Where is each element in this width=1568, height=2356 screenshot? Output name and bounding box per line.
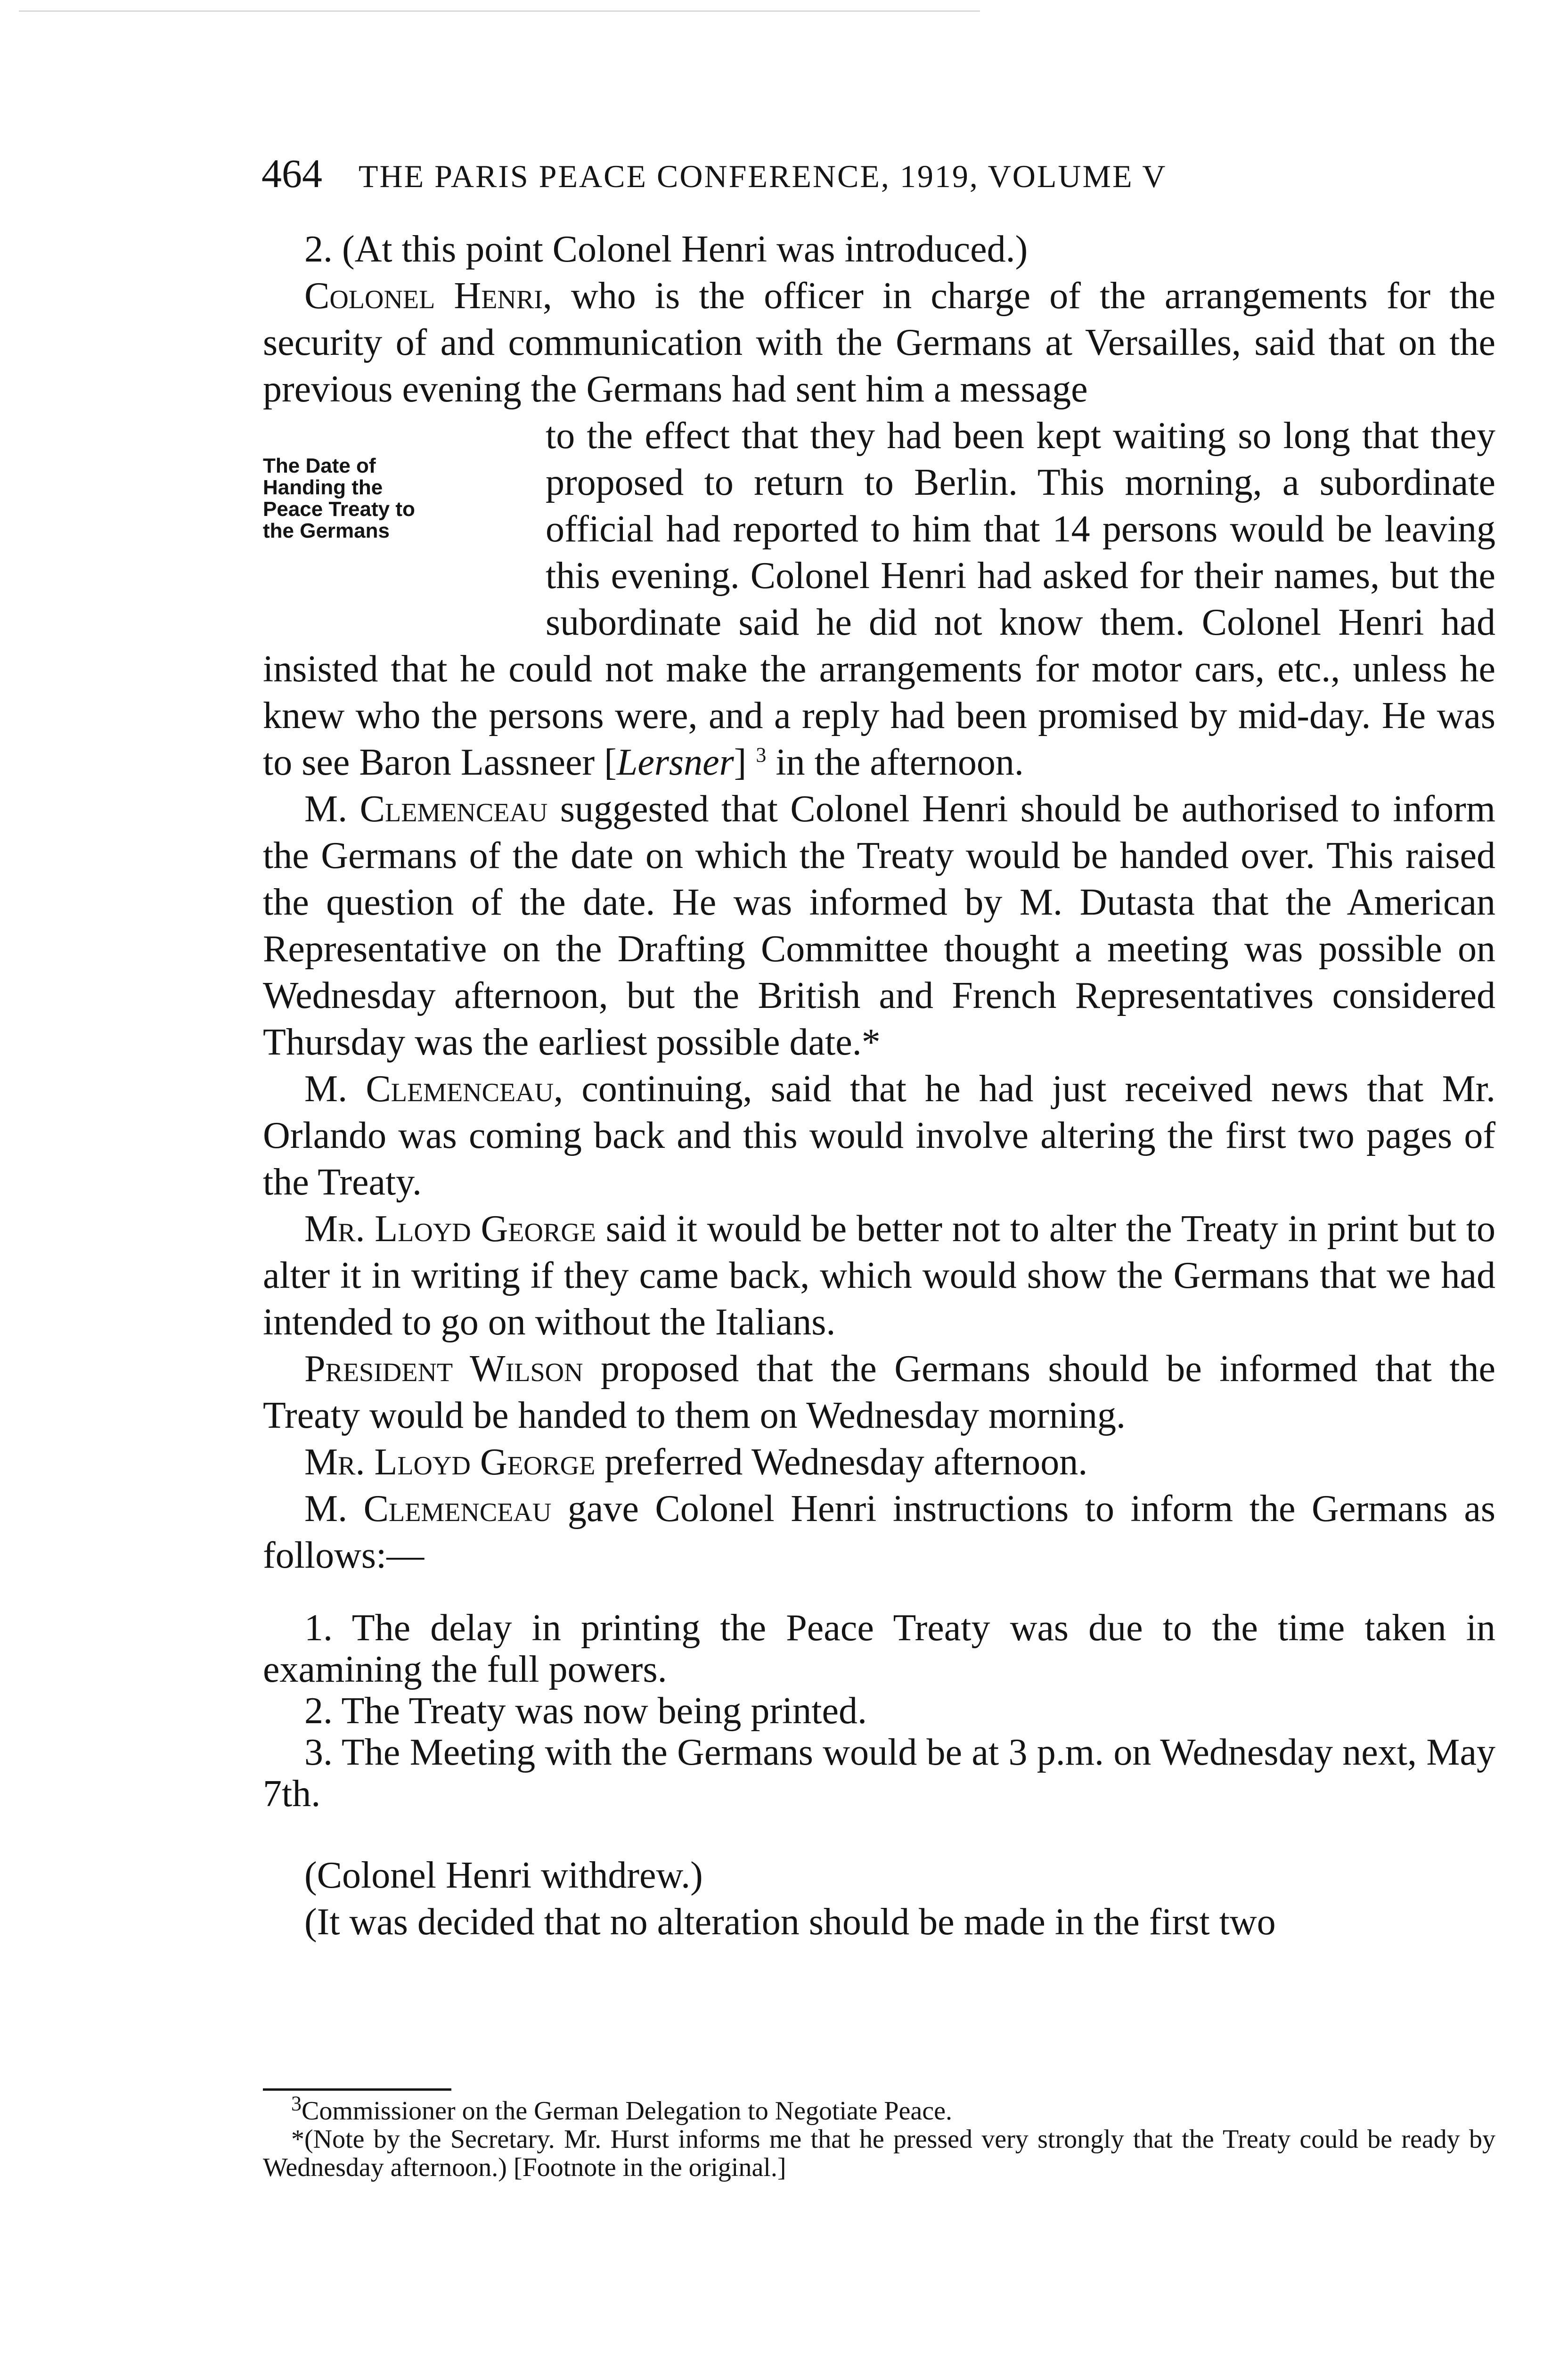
paragraph-4-text: , continuing, said that he had just received news that Mr. Orlando was coming back and this would involve altering the first two pages of the Treaty. xyxy=(263,1068,1495,1203)
bracket-close: ] xyxy=(734,742,756,783)
paragraph-1: 2. (At this point Colonel Henri was introduced.) xyxy=(304,229,1028,270)
footnote-mark: 3 xyxy=(291,2092,302,2115)
paragraph-5 xyxy=(263,1206,1495,1346)
paragraph-2-text-a: , who is the officer in charge of the arrangements for the security of and communication with the Germans at Versailles, said that on the previous evening the Germans had sent him a message xyxy=(263,275,1495,410)
paragraph-9: (Colonel Henri withdrew.) xyxy=(304,1855,703,1896)
paragraph-5-text: said it would be better not to alter the Treaty in print but to alter it in writing if they came back, which would show the Germans that we had intended to go on without the Italians. xyxy=(263,1208,1495,1343)
margin-note-line: Handing the xyxy=(263,476,383,499)
running-title: THE PARIS PEACE CONFERENCE, 1919, VOLUME V xyxy=(359,158,1167,194)
margin-note xyxy=(263,413,517,634)
paragraph-3-text: suggested that Colonel Henri should be authorised to inform the Germans of the date on which the Treaty would be handed over. This raised the question of the date. He was informed by M. Dutasta that the American Representative on the Drafting Committee thought a meeting was possible on Wednesday afternoon, but the British and French Representatives considered Thursday was the earliest possible date.* xyxy=(263,788,1495,1063)
speaker-name: Colonel Henri xyxy=(304,275,543,317)
footnotes xyxy=(263,2092,1495,2182)
footnote-rule xyxy=(263,2088,451,2091)
margin-note-line: Peace Treaty to xyxy=(263,498,415,521)
paragraph-3 xyxy=(263,786,1495,1066)
footnote-1 xyxy=(263,2092,1495,2126)
paragraph-7-text: preferred Wednesday afternoon. xyxy=(595,1441,1088,1483)
speaker-name: President Wilson xyxy=(304,1348,583,1390)
paragraph-4 xyxy=(263,1066,1495,1206)
scan-top-line xyxy=(19,10,980,12)
footnote-ref-3: 3 xyxy=(756,743,767,767)
margin-note-line: the Germans xyxy=(263,519,390,542)
paragraph-6 xyxy=(263,1346,1495,1439)
list-item: 3. The Meeting with the Germans would be at 3 p.m. on Wednesday next, May 7th. xyxy=(263,1732,1495,1815)
margin-note-line: The Date of xyxy=(263,454,376,477)
paragraph-10: (It was decided that no alteration should be made in the first two xyxy=(304,1901,1276,1943)
speaker-name: Mr. Lloyd George xyxy=(304,1441,596,1483)
footnote-2: *(Note by the Secretary. Mr. Hurst informs me that he pressed very strongly that the Treaty could be ready by Wednesday afternoon.) [Footnote in the original.] xyxy=(263,2125,1495,2182)
instruction-list xyxy=(263,1607,1495,1815)
spacer xyxy=(263,1815,1495,1852)
speaker-name: Mr. Lloyd George xyxy=(304,1208,596,1250)
page-number: 464 xyxy=(261,151,322,196)
paragraph-2 xyxy=(263,273,1495,413)
name-correction: Lersner xyxy=(616,742,734,783)
paragraph-8 xyxy=(263,1486,1495,1579)
margin-note-block xyxy=(263,413,1495,786)
list-item: 2. The Treaty was now being printed. xyxy=(304,1690,867,1732)
paragraph-6-text: proposed that the Germans should be informed that the Treaty would be handed to them on Wednesday morning. xyxy=(263,1348,1495,1436)
list-item: 1. The delay in printing the Peace Treaty was due to the time taken in examining the full powers. xyxy=(263,1607,1495,1690)
speaker-name: M. Clemenceau xyxy=(304,1068,554,1110)
paragraph-7 xyxy=(263,1439,1495,1486)
paragraph-2-tail: in the afternoon. xyxy=(766,742,1024,783)
body-text xyxy=(263,226,1495,1946)
footnote-1-text: Commissioner on the German Delegation to Negotiate Peace. xyxy=(302,2096,952,2126)
speaker-name: M. Clemenceau xyxy=(304,788,548,830)
page-header xyxy=(261,150,1317,206)
speaker-name: M. Clemenceau xyxy=(304,1488,552,1530)
paragraph-2-text-b: to the effect that they had been kept waiting so long that they proposed to return to Berlin. This morning, a subordinate official had reported to him that 14 persons would be leaving this evening. Colonel Henri had asked for their names, but the subordinate said he did not know them. Colonel Henri had insisted that he could not make the arrangements for motor cars, etc., unless he knew who the persons were, and a reply had been promised by mid-day. He was to see Baron Lassneer [ xyxy=(263,415,1495,783)
paragraph-8-text: gave Colonel Henri instructions to inform the Germans as follows:— xyxy=(263,1488,1495,1576)
